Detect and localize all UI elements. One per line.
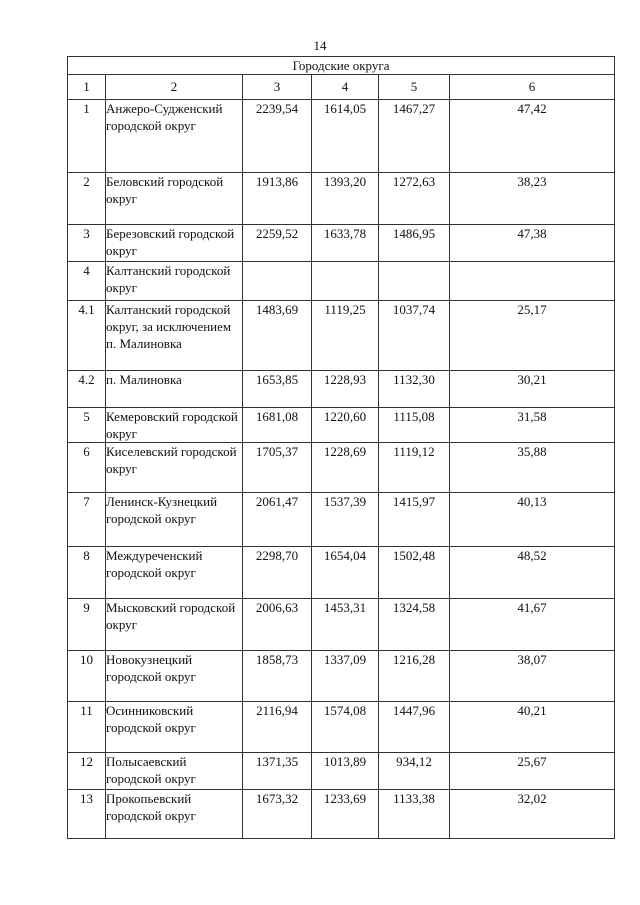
value-cell-col5: 1132,30: [379, 371, 450, 408]
table-row: [68, 225, 615, 262]
value-cell-col4: 1013,89: [312, 753, 379, 790]
value-cell-col6: 32,02: [450, 790, 615, 839]
table-row: [68, 173, 615, 225]
value-cell-col3: 2006,63: [243, 599, 312, 651]
district-name-cell: Осинниковский городской округ: [106, 702, 243, 753]
value-cell-col6: 40,21: [450, 702, 615, 753]
value-cell-col3: 1705,37: [243, 443, 312, 493]
row-number-cell: 6: [68, 443, 106, 493]
value-cell-col3: 2239,54: [243, 100, 312, 173]
section-row: [68, 57, 615, 75]
row-number-cell: 4: [68, 262, 106, 301]
district-name-cell: Ленинск-Кузнецкий городской округ: [106, 493, 243, 547]
value-cell-col5: [379, 262, 450, 301]
value-cell-col5: 1272,63: [379, 173, 450, 225]
table-row: [68, 262, 615, 301]
value-cell-col4: 1228,69: [312, 443, 379, 493]
value-cell-col6: 25,67: [450, 753, 615, 790]
value-cell-col6: 31,58: [450, 408, 615, 443]
value-cell-col5: 1467,27: [379, 100, 450, 173]
district-name-cell: Кемеровский городской округ: [106, 408, 243, 443]
value-cell-col6: 30,21: [450, 371, 615, 408]
value-cell-col6: 38,07: [450, 651, 615, 702]
value-cell-col4: 1654,04: [312, 547, 379, 599]
value-cell-col3: 2061,47: [243, 493, 312, 547]
value-cell-col4: 1220,60: [312, 408, 379, 443]
row-number-cell: 13: [68, 790, 106, 839]
table-row: [68, 651, 615, 702]
value-cell-col4: 1453,31: [312, 599, 379, 651]
value-cell-col5: 1324,58: [379, 599, 450, 651]
value-cell-col4: 1233,69: [312, 790, 379, 839]
value-cell-col4: 1228,93: [312, 371, 379, 408]
section-title: Городские округа: [68, 57, 615, 75]
district-name-cell: Анжеро-Судженский городской округ: [106, 100, 243, 173]
value-cell-col3: 1483,69: [243, 301, 312, 371]
column-header: 4: [312, 75, 379, 100]
table-row: [68, 790, 615, 839]
value-cell-col5: 1115,08: [379, 408, 450, 443]
row-number-cell: 4.2: [68, 371, 106, 408]
value-cell-col4: 1119,25: [312, 301, 379, 371]
row-number-cell: 12: [68, 753, 106, 790]
district-name-cell: Калтанский городской округ, за исключением п. Малиновка: [106, 301, 243, 371]
value-cell-col6: 47,42: [450, 100, 615, 173]
row-number-cell: 9: [68, 599, 106, 651]
value-cell-col6: 48,52: [450, 547, 615, 599]
value-cell-col5: 1119,12: [379, 443, 450, 493]
value-cell-col6: 25,17: [450, 301, 615, 371]
district-name-cell: Междуреченский городской округ: [106, 547, 243, 599]
value-cell-col3: 1653,85: [243, 371, 312, 408]
table-row: [68, 599, 615, 651]
value-cell-col6: [450, 262, 615, 301]
value-cell-col5: 1486,95: [379, 225, 450, 262]
district-name-cell: Беловский городской округ: [106, 173, 243, 225]
district-name-cell: Калтанский городской округ: [106, 262, 243, 301]
table-row: [68, 100, 615, 173]
value-cell-col5: 1502,48: [379, 547, 450, 599]
district-name-cell: Полысаевский городской округ: [106, 753, 243, 790]
value-cell-col5: 1037,74: [379, 301, 450, 371]
district-name-cell: Мысковский городской округ: [106, 599, 243, 651]
row-number-cell: 8: [68, 547, 106, 599]
value-cell-col3: 1673,32: [243, 790, 312, 839]
row-number-cell: 3: [68, 225, 106, 262]
column-header: 5: [379, 75, 450, 100]
value-cell-col3: 2298,70: [243, 547, 312, 599]
value-cell-col4: 1614,05: [312, 100, 379, 173]
value-cell-col5: 1415,97: [379, 493, 450, 547]
row-number-cell: 11: [68, 702, 106, 753]
row-number-cell: 7: [68, 493, 106, 547]
value-cell-col3: 1681,08: [243, 408, 312, 443]
value-cell-col4: 1633,78: [312, 225, 379, 262]
district-name-cell: Березовский городской округ: [106, 225, 243, 262]
value-cell-col4: 1337,09: [312, 651, 379, 702]
value-cell-col4: [312, 262, 379, 301]
row-number-cell: 1: [68, 100, 106, 173]
value-cell-col5: 1216,28: [379, 651, 450, 702]
value-cell-col5: 1133,38: [379, 790, 450, 839]
municipal-table: [67, 56, 615, 839]
column-header: 6: [450, 75, 615, 100]
value-cell-col3: 1371,35: [243, 753, 312, 790]
value-cell-col3: 1913,86: [243, 173, 312, 225]
row-number-cell: 4.1: [68, 301, 106, 371]
row-number-cell: 10: [68, 651, 106, 702]
column-header: 2: [106, 75, 243, 100]
value-cell-col3: 2259,52: [243, 225, 312, 262]
table-row: [68, 493, 615, 547]
column-header-row: [68, 75, 615, 100]
value-cell-col5: 934,12: [379, 753, 450, 790]
value-cell-col4: 1574,08: [312, 702, 379, 753]
value-cell-col6: 40,13: [450, 493, 615, 547]
value-cell-col3: [243, 262, 312, 301]
table-row: [68, 753, 615, 790]
value-cell-col6: 41,67: [450, 599, 615, 651]
column-header: 3: [243, 75, 312, 100]
column-header: 1: [68, 75, 106, 100]
value-cell-col6: 35,88: [450, 443, 615, 493]
page-number: 14: [313, 38, 327, 53]
table-row: [68, 443, 615, 493]
value-cell-col3: 1858,73: [243, 651, 312, 702]
table-row: [68, 408, 615, 443]
district-name-cell: п. Малиновка: [106, 371, 243, 408]
table-row: [68, 371, 615, 408]
value-cell-col4: 1393,20: [312, 173, 379, 225]
table-row: [68, 702, 615, 753]
value-cell-col6: 38,23: [450, 173, 615, 225]
value-cell-col3: 2116,94: [243, 702, 312, 753]
value-cell-col4: 1537,39: [312, 493, 379, 547]
district-name-cell: Новокузнецкий городской округ: [106, 651, 243, 702]
district-name-cell: Киселевский городской округ: [106, 443, 243, 493]
row-number-cell: 2: [68, 173, 106, 225]
district-name-cell: Прокопьевский городской округ: [106, 790, 243, 839]
value-cell-col6: 47,38: [450, 225, 615, 262]
table-row: [68, 547, 615, 599]
table-row: [68, 301, 615, 371]
row-number-cell: 5: [68, 408, 106, 443]
value-cell-col5: 1447,96: [379, 702, 450, 753]
